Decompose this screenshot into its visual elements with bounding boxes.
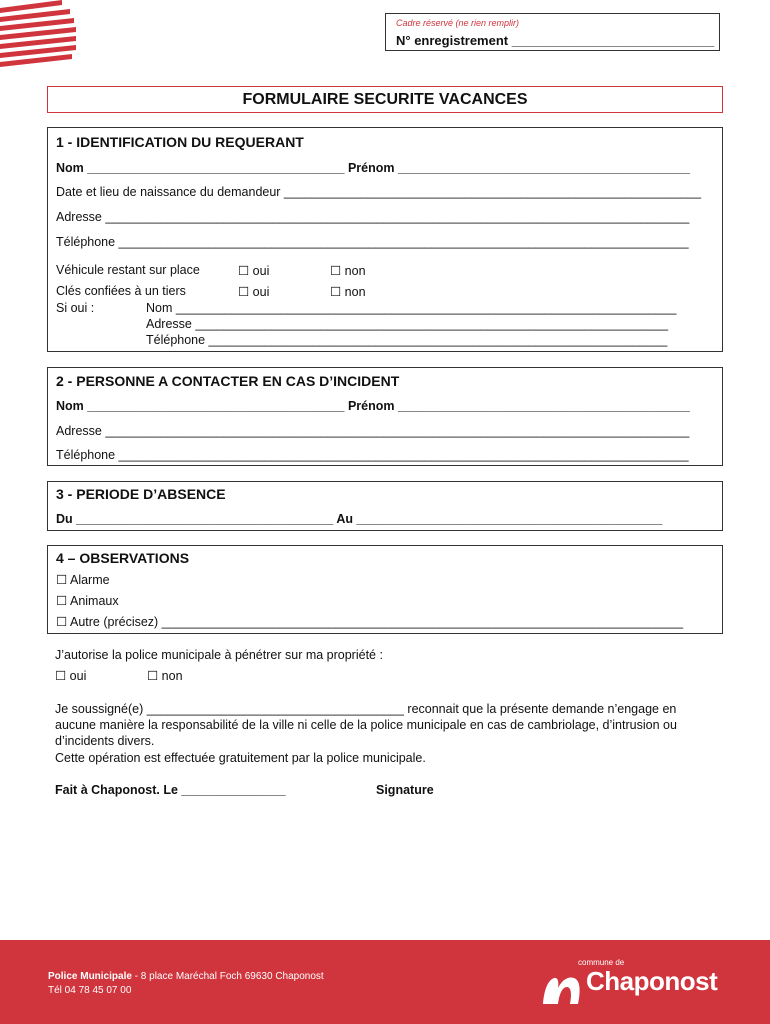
undersigned-line-2: aucune manière la responsabilité de la ville ni celle de la police municipale en cas de cambriolage, d’intrusion ou [55, 718, 677, 732]
footer-phone: Tél 04 78 45 07 00 [48, 985, 132, 996]
third-party-name-field[interactable]: Nom ________________________________________________________________________ [146, 301, 677, 315]
undersigned-line-3: d’incidents divers. [55, 734, 155, 748]
phone-field[interactable]: Téléphone __________________________________________________________________________________ [56, 235, 689, 249]
vehicle-no-checkbox[interactable]: ☐ non [330, 264, 366, 278]
registration-box [385, 13, 720, 51]
signature-label: Signature [376, 783, 434, 797]
footer [0, 940, 770, 1024]
free-note: Cette opération est effectuée gratuitement par la police municipale. [55, 751, 426, 765]
third-party-phone-field[interactable]: Téléphone __________________________________________________________________ [146, 333, 668, 347]
registration-note: Cadre réservé (ne rien remplir) [396, 18, 520, 28]
registration-number-field[interactable]: N° enregistrement ____________________________ [396, 33, 715, 48]
alarm-checkbox[interactable]: ☐ Alarme [56, 573, 110, 587]
animals-checkbox[interactable]: ☐ Animaux [56, 594, 119, 608]
undersigned-line-1: Je soussigné(e) _____________________________________ reconnait que la présente demande n’engage en [55, 702, 677, 716]
birth-field[interactable]: Date et lieu de naissance du demandeur ____________________________________________________________ [56, 185, 702, 199]
keys-yes-checkbox[interactable]: ☐ oui [238, 285, 270, 299]
done-at-field[interactable]: Fait à Chaponost. Le _______________ [55, 783, 286, 797]
logo-mark-icon [540, 968, 584, 1006]
section-3-title: 3 - PERIODE D’ABSENCE [56, 486, 226, 502]
brand-name: Chaponost [586, 966, 718, 996]
contact-name-field[interactable]: Nom _____________________________________ Prénom __________________________________________ [56, 399, 690, 413]
section-contact [47, 367, 723, 466]
footer-org: Police Municipale [48, 971, 132, 982]
brand-small-text: commune de [578, 958, 625, 967]
address-field[interactable]: Adresse ____________________________________________________________________________________ [56, 210, 690, 224]
section-observations [47, 545, 723, 634]
footer-address: - 8 place Maréchal Foch 69630 Chaponost [131, 971, 324, 982]
keys-no-checkbox[interactable]: ☐ non [330, 285, 366, 299]
vehicle-yes-checkbox[interactable]: ☐ oui [238, 264, 270, 278]
footer-contact [48, 970, 324, 998]
authorize-no-checkbox[interactable]: ☐ non [147, 669, 183, 683]
authorize-text: J’autorise la police municipale à pénétrer sur ma propriété : [55, 648, 383, 662]
if-yes-label: Si oui : [56, 301, 95, 315]
vehicle-label: Véhicule restant sur place [56, 263, 200, 277]
section-2-title: 2 - PERSONNE A CONTACTER EN CAS D’INCIDENT [56, 373, 400, 389]
other-checkbox[interactable]: ☐ Autre (précisez) ___________________________________________________________________________ [56, 615, 684, 629]
section-absence [47, 481, 723, 531]
authorize-yes-checkbox[interactable]: ☐ oui [55, 669, 87, 683]
contact-address-field[interactable]: Adresse ____________________________________________________________________________________ [56, 424, 690, 438]
contact-phone-field[interactable]: Téléphone __________________________________________________________________________________ [56, 448, 689, 462]
section-4-title: 4 – OBSERVATIONS [56, 550, 190, 566]
name-firstname-field[interactable]: Nom _____________________________________ Prénom __________________________________________ [56, 161, 690, 175]
logo-stripes [0, 0, 78, 72]
chaponost-logo [540, 958, 725, 1006]
section-identification [47, 127, 723, 352]
form-title: FORMULAIRE SECURITE VACANCES [47, 86, 723, 113]
section-1-title: 1 - IDENTIFICATION DU REQUERANT [56, 134, 304, 150]
third-party-address-field[interactable]: Adresse ____________________________________________________________________ [146, 317, 669, 331]
absence-dates-field[interactable]: Du _____________________________________ Au ____________________________________________ [56, 512, 663, 526]
keys-label: Clés confiées à un tiers [56, 284, 186, 298]
